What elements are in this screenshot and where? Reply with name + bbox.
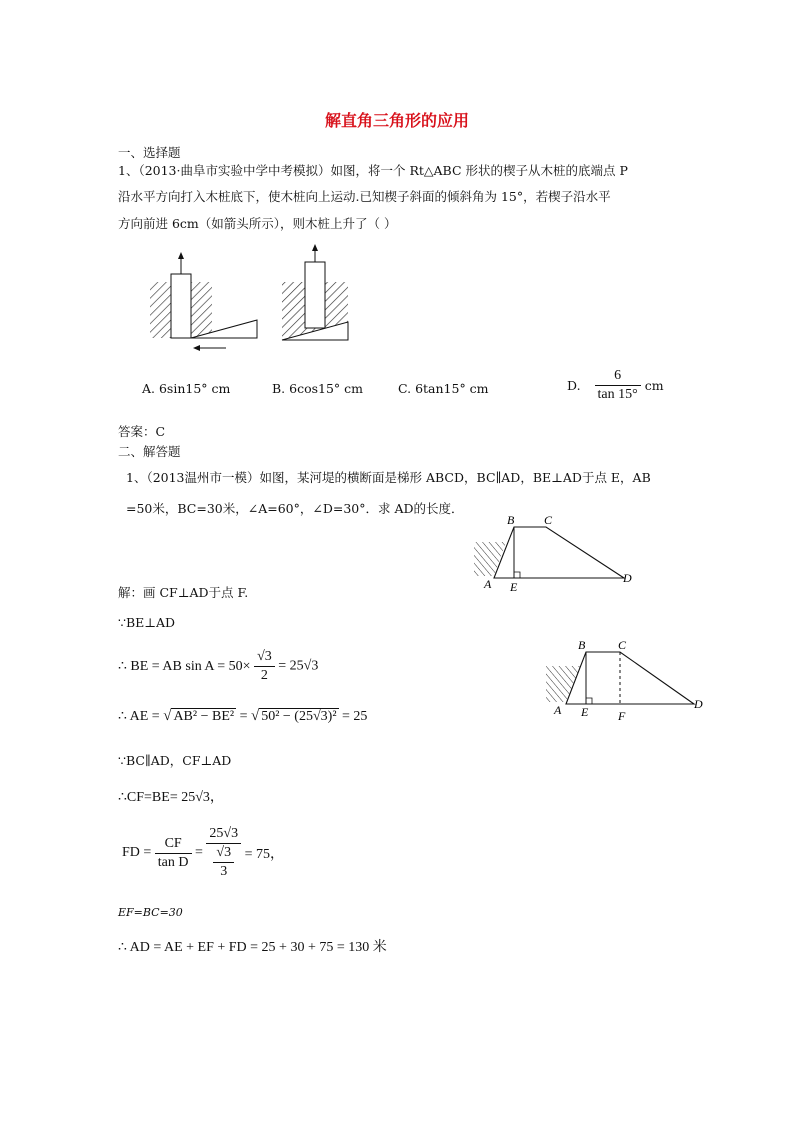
wedge-pile-figure: [140, 240, 380, 365]
trapezoid-figure-1: [470, 512, 640, 594]
section-heading-solve: 二、解答题: [118, 444, 181, 459]
label-D-1: D: [623, 571, 632, 585]
solution-step-9: ∴ AD = AE + EF + FD = 25 + 30 + 75 = 130 米: [118, 940, 387, 955]
wooden-pile-right: [305, 262, 325, 328]
label-E-2: E: [581, 705, 589, 719]
option-d-prefix: D.: [567, 378, 581, 393]
option-d-fraction: [595, 368, 641, 403]
option-c: C. 6tan15° cm: [398, 381, 489, 396]
label-B-1: B: [507, 513, 515, 527]
label-E-1: E: [510, 580, 518, 594]
option-b: B. 6cos15° cm: [272, 381, 364, 396]
solution-step-8: EF=BC=30: [118, 906, 183, 919]
fraction-sqrt3-over-2: $\frac{√3}{2}$: [254, 649, 275, 684]
option-a: A. 6sin15° cm: [142, 381, 231, 396]
wooden-pile-left: [171, 274, 191, 338]
label-C-1: C: [544, 513, 553, 527]
problem-2-line-2: =50米，BC=30米，∠A=60°，∠D=30°．求 AD的长度．: [126, 501, 464, 516]
label-D-2: D: [694, 697, 703, 711]
section-heading-choice: 一、选择题: [118, 145, 181, 160]
wedge-before-scene: [150, 252, 257, 351]
sqrt-expression-1: AB² − BE²: [173, 709, 235, 724]
question-1-line-3: 方向前进 6cm（如箭头所示），则木桩上升了（ ）: [118, 216, 397, 231]
solution-step-6: ∴CF=BE= 25√3，: [118, 790, 224, 805]
solution-step-1: 解：画 CF⊥AD于点 F.: [118, 585, 249, 600]
problem-2-line-1: 1、（2013温州市一模）如图，某河堤的横断面是梯形 ABCD，BC∥AD，BE⊥AD于点 E，AB: [126, 470, 651, 485]
trapezoid-figure-2: [540, 636, 715, 726]
label-A-2: A: [554, 703, 562, 717]
label-F-2: F: [618, 709, 626, 723]
option-d-numerator: 6: [595, 368, 641, 386]
fraction-sqrt3-over-3: $\frac{√3}{3}$: [213, 845, 234, 880]
fraction-cf-over-tand: $\frac{CF}{\text{tan D}}$: [155, 836, 192, 871]
solution-step-4: ∴ AE = √ AB² − BE² = √ 50² − (25√3)² = 25: [118, 708, 368, 724]
option-d-unit: cm: [644, 378, 664, 393]
label-A-1: A: [484, 577, 492, 591]
solution-step-3: ∴ BE = AB sin A = 50× $\frac{√3}{2}$ = 25√3: [118, 649, 319, 683]
label-B-2: B: [578, 638, 586, 652]
sqrt-expression-2: 50² − (25√3)²: [261, 709, 337, 724]
solution-step-2: ∵BE⊥AD: [118, 615, 176, 630]
trapezoid-abcd-2: [566, 652, 694, 704]
question-1-line-2: 沿水平方向打入木桩底下，使木桩向上运动.已知楔子斜面的倾斜角为 15°，若楔子沿水平: [118, 189, 611, 204]
solution-step-7: FD = $\frac{CF}{\text{tan D}}$ = $\frac{25√3}{\frac{√3}{3}}$ = 75，: [122, 826, 285, 879]
option-d-denominator: tan 15°: [597, 387, 638, 402]
solution-step-5: ∵BC∥AD，CF⊥AD: [118, 753, 232, 768]
label-C-2: C: [618, 638, 627, 652]
fraction-complex: $\frac{25√3}{\frac{√3}{3}}$: [206, 826, 241, 880]
answer-1: 答案：C: [118, 424, 166, 439]
question-1-line-1: 1、（2013·曲阜市实验中学中考模拟）如图，将一个 Rt△ABC 形状的楔子从木桩的底端点 P: [118, 163, 628, 178]
page-title: 解直角三角形的应用: [324, 111, 469, 130]
wedge-after-scene: [282, 244, 348, 340]
option-d: [567, 368, 664, 403]
water-hatch-2: [546, 666, 580, 702]
